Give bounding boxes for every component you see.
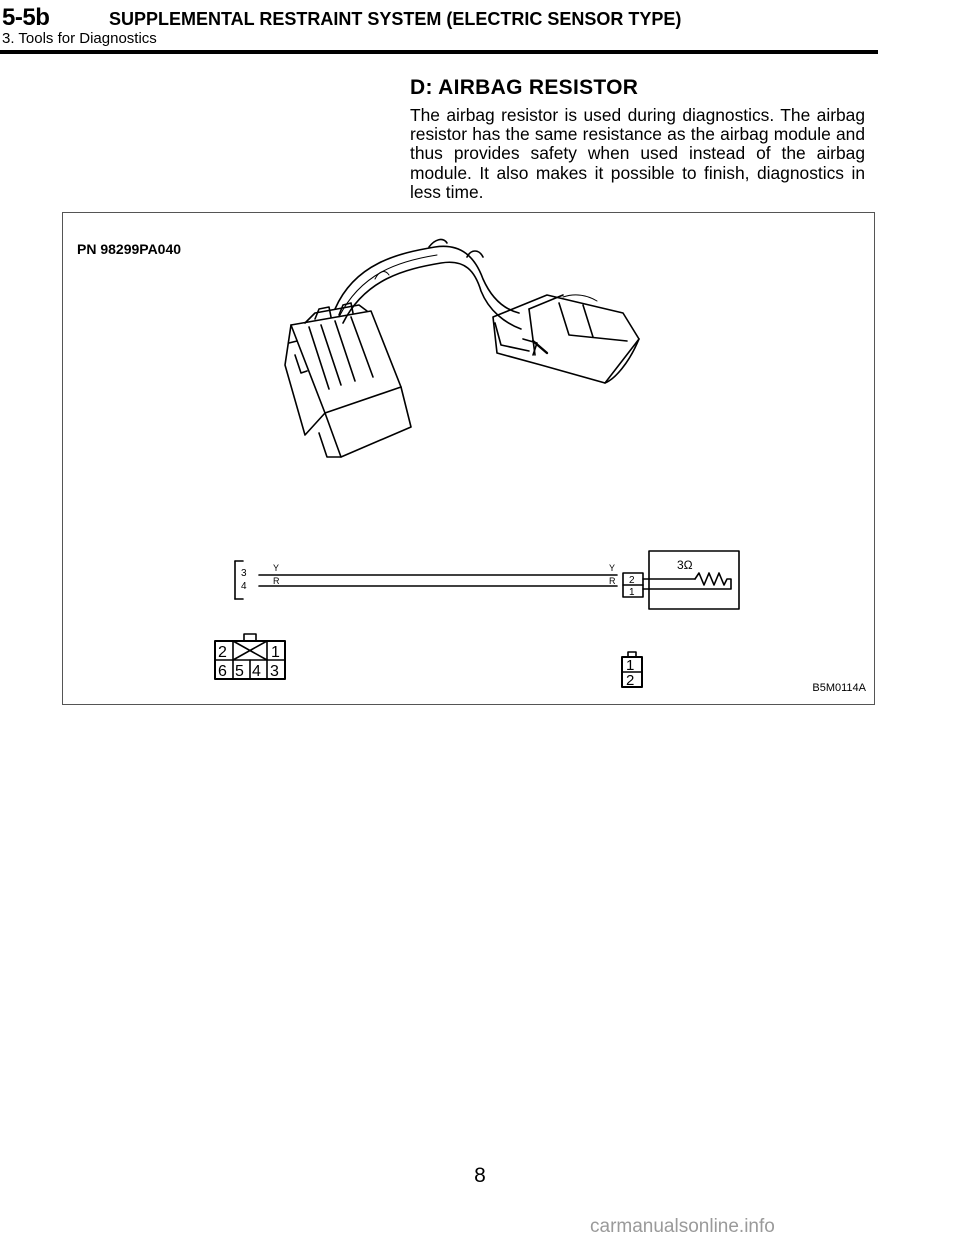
- left-pin-label: 2: [218, 644, 227, 661]
- left-pin-label: 5: [235, 663, 244, 680]
- left-pin-label: 6: [218, 663, 227, 680]
- right-wire-color-y: Y: [609, 563, 616, 573]
- figure-illustration: [63, 213, 876, 706]
- resistance-label: 3Ω: [677, 558, 693, 572]
- harness-cable-drawing: [335, 240, 521, 329]
- right-wire-color-r: R: [609, 576, 616, 586]
- left-pin-label: 4: [252, 663, 261, 680]
- resistor-module-box: [649, 551, 739, 609]
- section-number: 5-5b: [2, 4, 50, 31]
- figure-code: B5M0114A: [812, 682, 866, 694]
- header-rule: [0, 50, 878, 54]
- left-terminal-4: 4: [241, 581, 247, 592]
- right-pin-label: 1: [626, 657, 635, 674]
- page-number: 8: [474, 1164, 486, 1187]
- airbag-resistor-figure: [62, 212, 875, 705]
- resistor-symbol: [643, 573, 731, 589]
- left-wire-color-r: R: [273, 576, 280, 586]
- left-connector-drawing: [285, 303, 411, 457]
- subsection-title: 3. Tools for Diagnostics: [2, 30, 157, 47]
- body-paragraph: The airbag resistor is used during diagnostics. The airbag resistor has the same resistance as the airbag module and thus provides safety when used instead of the airbag module. It also makes it possible to finish, diagnostics in less time.: [410, 105, 865, 202]
- left-wire-color-y: Y: [273, 563, 280, 573]
- right-terminal-1: 1: [629, 587, 635, 598]
- section-title: SUPPLEMENTAL RESTRAINT SYSTEM (ELECTRIC SENSOR TYPE): [109, 9, 682, 29]
- left-terminal-3: 3: [241, 568, 247, 579]
- section-heading: D: AIRBAG RESISTOR: [410, 76, 639, 99]
- left-pin-label: 3: [270, 663, 279, 680]
- right-connector-drawing: [493, 295, 639, 383]
- watermark-text: carmanualsonline.info: [590, 1216, 775, 1237]
- left-pin-label: 1: [271, 644, 280, 661]
- part-number-label: PN 98299PA040: [77, 241, 182, 257]
- right-terminal-2: 2: [629, 575, 635, 586]
- page-header: [0, 0, 960, 56]
- wiring-diagram: [215, 551, 739, 687]
- right-pin-label: 2: [626, 672, 635, 689]
